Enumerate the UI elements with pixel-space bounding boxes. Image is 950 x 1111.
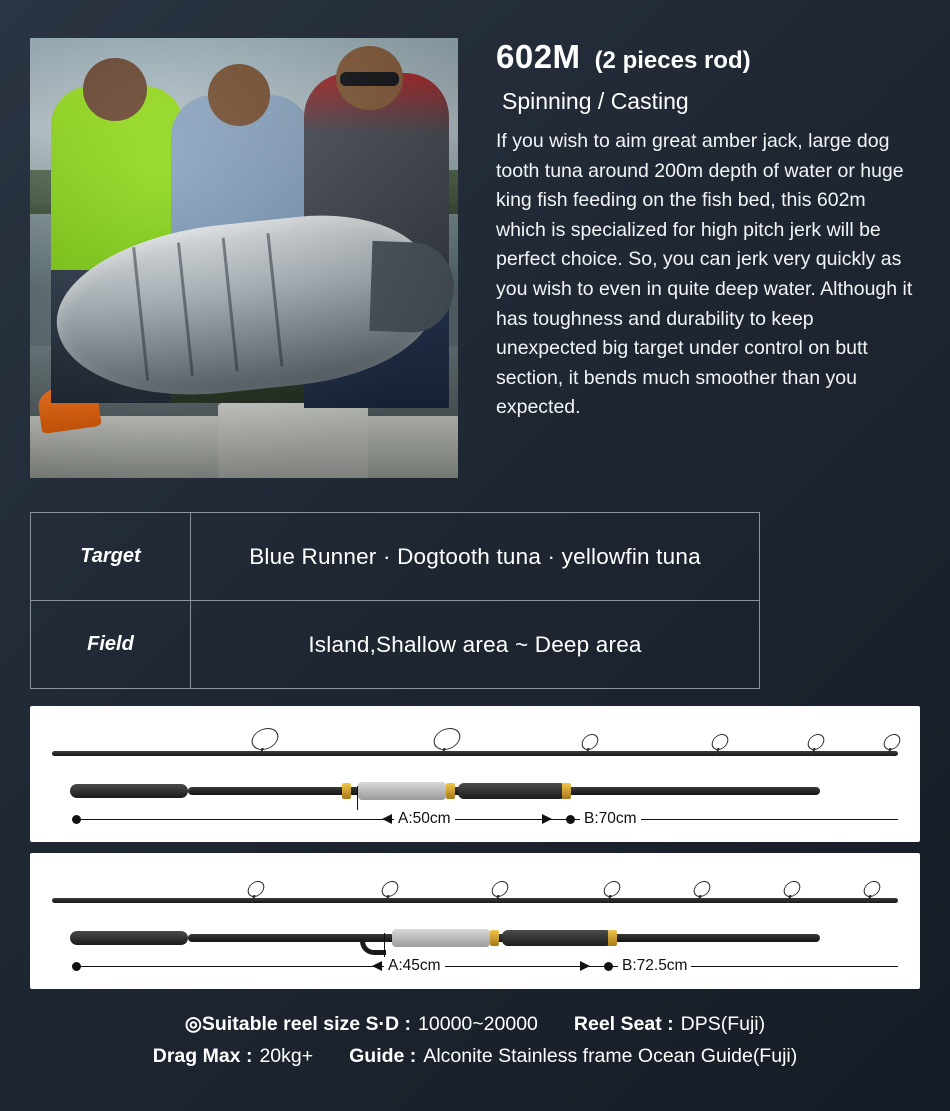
dimension-label-a: A:50cm [394, 810, 455, 828]
rod-dimensions-spinning [52, 810, 898, 832]
dimension-tick [384, 933, 385, 957]
dimension-endpoint [72, 815, 81, 824]
butt-grip [70, 931, 188, 945]
footer-line-1 [30, 1008, 920, 1040]
rod-butt-section-casting [70, 929, 820, 947]
model-pieces: (2 pieces rod) [594, 47, 751, 74]
model-line [496, 38, 916, 76]
table-row [31, 513, 760, 601]
reel-size-spec [185, 1008, 538, 1040]
line-guide-icon [882, 734, 903, 750]
rod-diagram-spinning [30, 706, 920, 842]
dimension-line [76, 966, 898, 967]
spec-value-target: Blue Runner · Dogtooth tuna · yellowfin tuna [191, 513, 760, 601]
guide-label: Guide : [349, 1045, 417, 1067]
rod-upper-section-casting [52, 895, 898, 905]
reel-seat-value: DPS(Fuji) [680, 1013, 766, 1035]
reel-size-value: 10000~20000 [418, 1013, 538, 1035]
gold-accent-ring [562, 783, 571, 799]
guide-spec [349, 1040, 797, 1072]
dimension-arrow-right [580, 961, 590, 971]
photo-angler-left-head [83, 58, 147, 121]
product-photo [30, 38, 458, 478]
drag-label: Drag Max : [152, 1045, 253, 1067]
butt-grip [70, 784, 188, 798]
fore-grip [502, 930, 612, 946]
product-info [458, 38, 916, 478]
table-row [31, 601, 760, 689]
reel-seat [392, 929, 490, 947]
dimension-tick [357, 786, 358, 810]
rod-diagram-casting [30, 853, 920, 989]
line-guide-icon [806, 734, 827, 750]
spec-value-field: Island,Shallow area ~ Deep area [191, 601, 760, 689]
dimension-label-a: A:45cm [384, 957, 445, 975]
footer-specs [30, 1008, 920, 1072]
trigger-grip [360, 939, 386, 955]
rod-upper-section-spinning [52, 748, 898, 758]
gold-accent-ring [490, 930, 499, 946]
line-guide-icon [249, 728, 281, 750]
reel-seat-spec [574, 1008, 765, 1040]
dimension-arrow-right [542, 814, 552, 824]
guide-value: Alconite Stainless frame Ocean Guide(Fuji) [423, 1045, 798, 1067]
dimension-endpoint [72, 962, 81, 971]
reel-size-label: ◎Suitable reel size S·D : [184, 1013, 412, 1035]
rod-blank [52, 898, 898, 903]
line-guide-icon [710, 734, 731, 750]
rod-dimensions-casting [52, 957, 898, 979]
line-guide-icon [246, 881, 267, 897]
fore-grip [458, 783, 566, 799]
photo-cooler [218, 403, 368, 478]
rod-type-subtitle: Spinning / Casting [502, 88, 689, 114]
spec-key-target: Target [31, 513, 191, 601]
dimension-label-b: B:72.5cm [618, 957, 691, 975]
line-guide-icon [782, 881, 803, 897]
dimension-arrow-left [372, 961, 382, 971]
footer-line-2 [30, 1040, 920, 1072]
line-guide-icon [692, 881, 713, 897]
dimension-endpoint [566, 815, 575, 824]
dimension-label-b: B:70cm [580, 810, 641, 828]
line-guide-icon [490, 881, 511, 897]
rod-butt-section-spinning [70, 782, 820, 800]
dimension-line [76, 819, 898, 820]
reel-seat-label: Reel Seat : [573, 1013, 674, 1035]
line-guide-icon [602, 881, 623, 897]
product-header [0, 0, 950, 478]
rod-blank [52, 751, 898, 756]
drag-spec [153, 1040, 313, 1072]
dimension-endpoint [604, 962, 613, 971]
line-guide-icon [580, 734, 601, 750]
line-guide-icon [380, 881, 401, 897]
photo-angler-center-head [208, 64, 270, 126]
reel-seat [358, 782, 446, 800]
line-guide-icon [431, 728, 463, 750]
drag-value: 20kg+ [259, 1045, 314, 1067]
dimension-arrow-left [382, 814, 392, 824]
photo-angler-right-head [336, 46, 403, 110]
spec-key-field: Field [31, 601, 191, 689]
model-name: 602M [496, 38, 581, 75]
product-description: If you wish to aim great amber jack, large dog tooth tuna around 200m depth of water or huge king fish feeding on the fish bed, this 602m which is specialized for high pitch jerk will be perfect choice. So, you can jerk very quickly as you wish to even in quite deep water. Although it has toughness and durability to keep unexpected big target under control on butt section, it bends much smoother than you expected. [496, 130, 913, 419]
gold-accent-ring [608, 930, 617, 946]
gold-accent-ring [342, 783, 351, 799]
line-guide-icon [862, 881, 883, 897]
gold-accent-ring [446, 783, 455, 799]
spec-table [30, 512, 760, 689]
